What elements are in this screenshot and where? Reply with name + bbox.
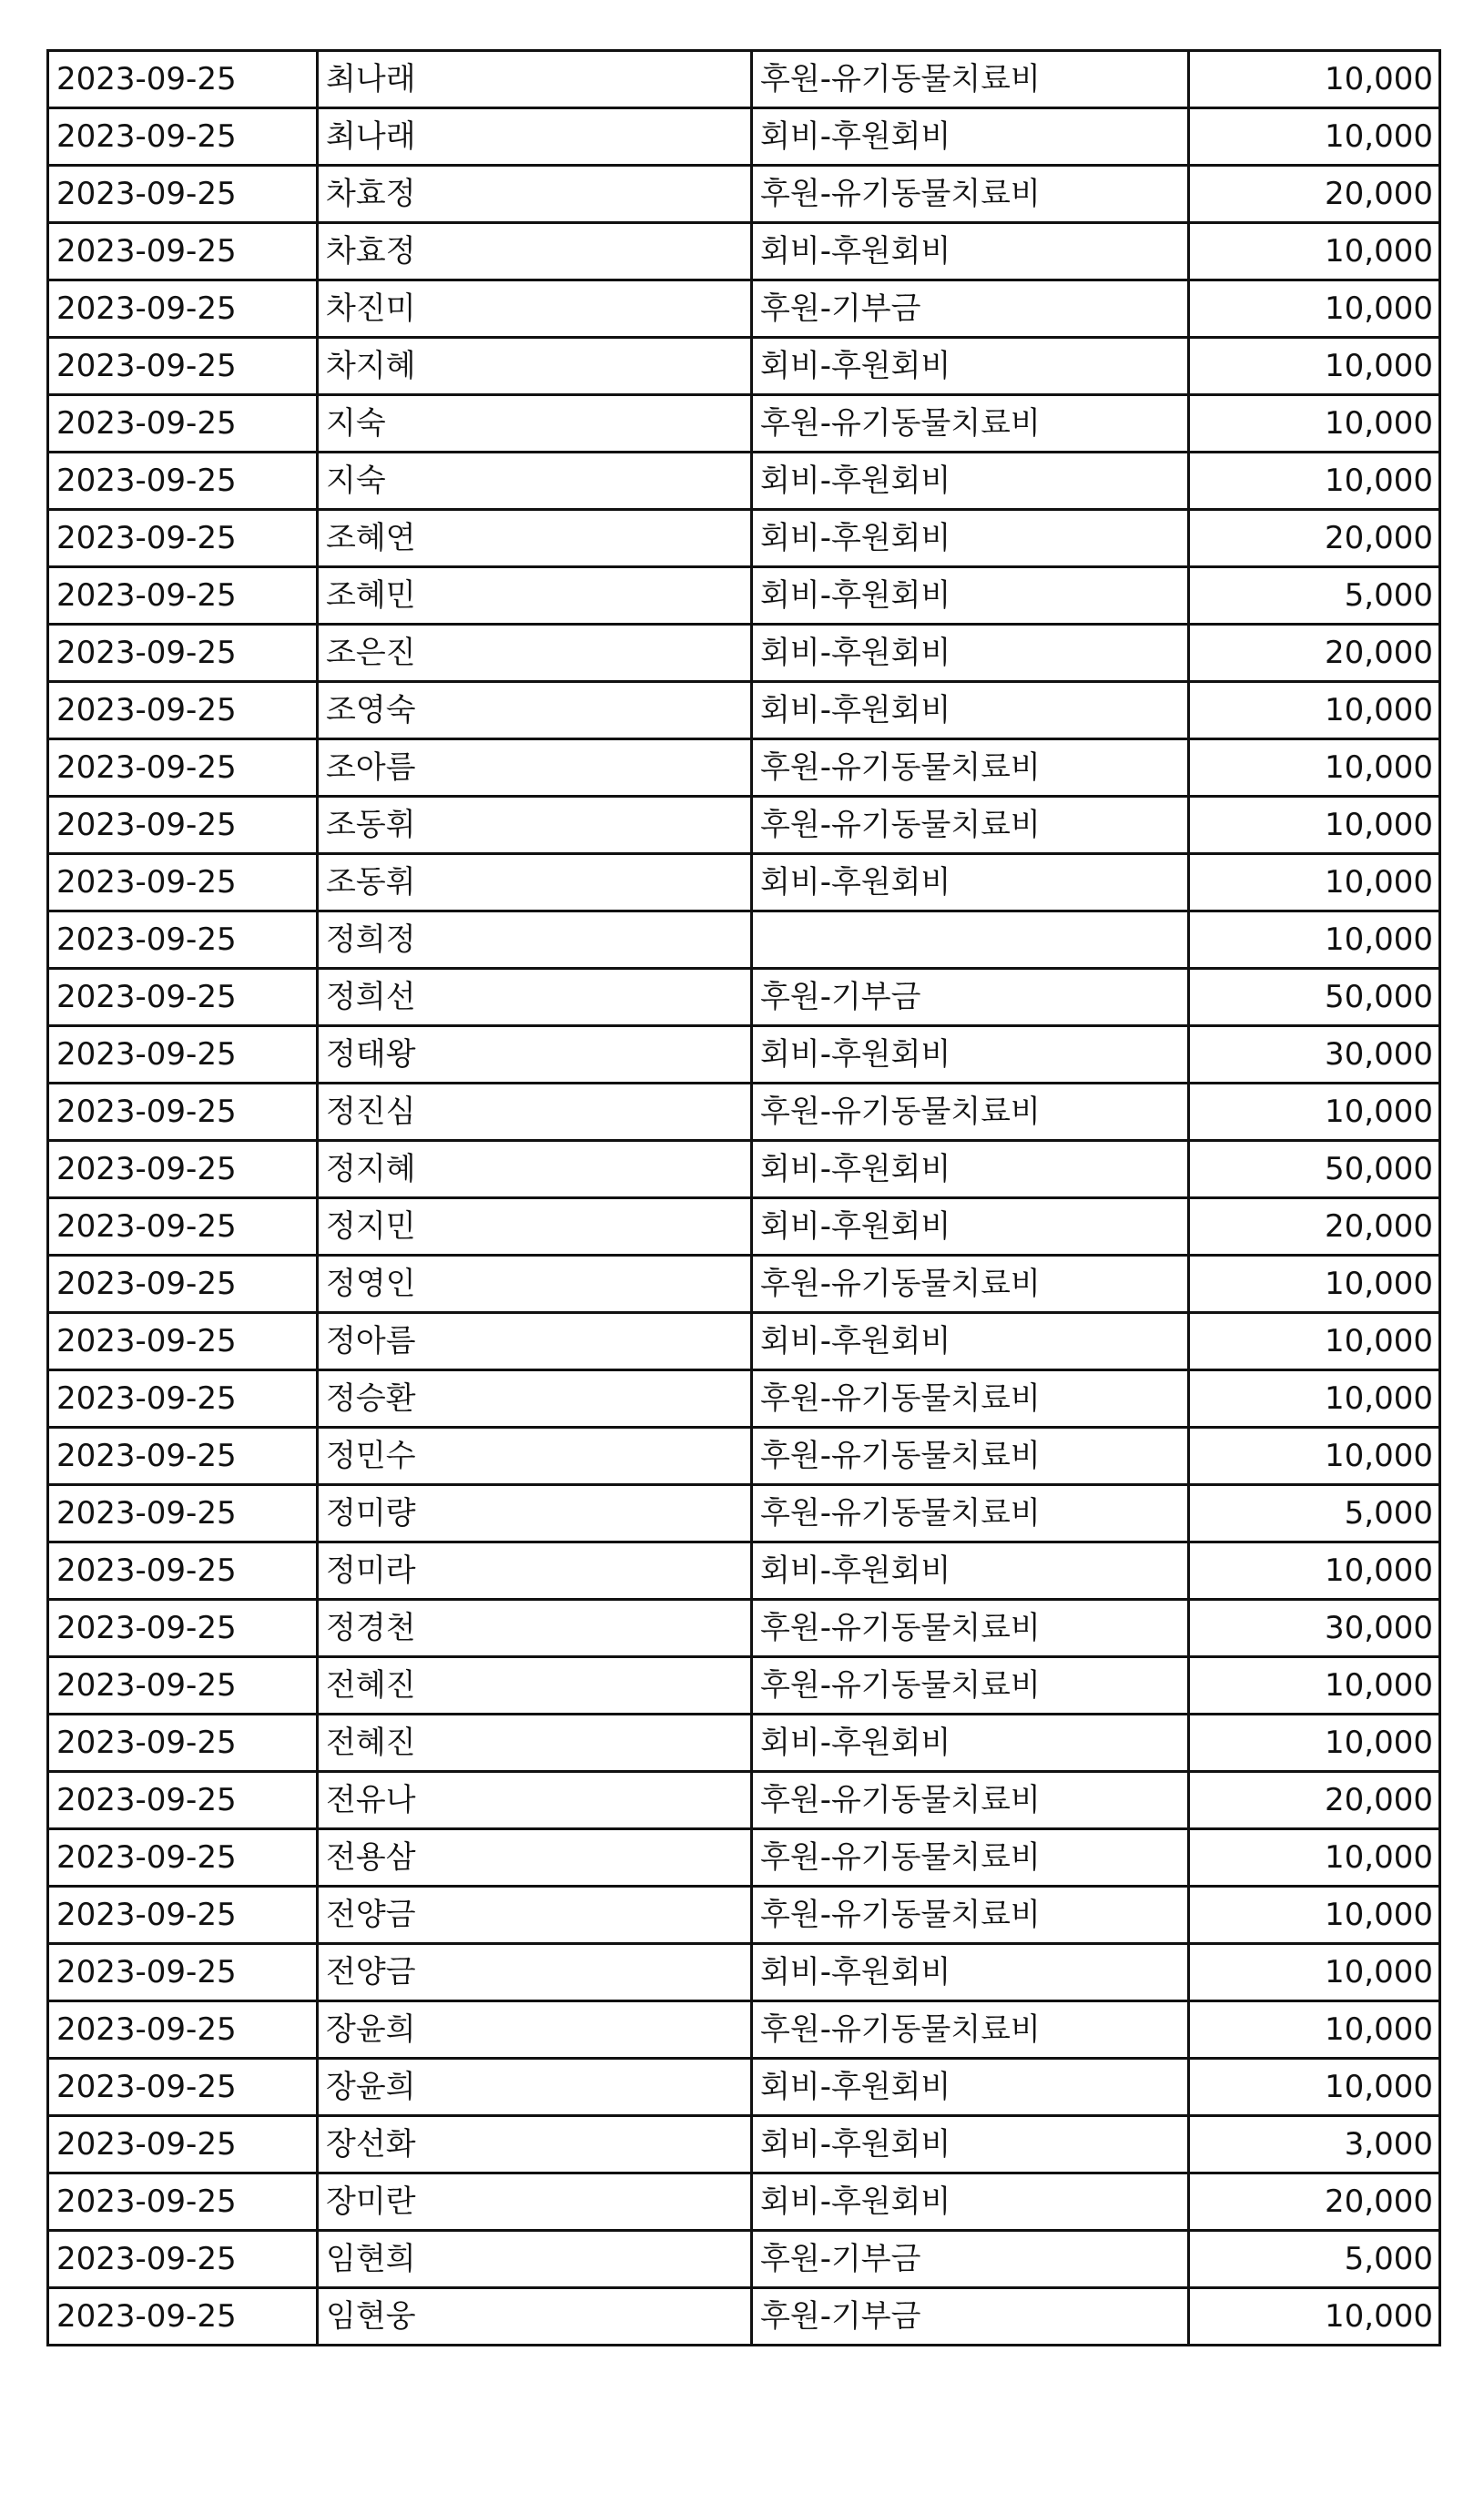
date-cell: 2023-09-25 xyxy=(48,510,318,567)
table-row xyxy=(48,395,1440,453)
category-cell: 후원-기부금 xyxy=(752,2288,1189,2346)
amount-cell: 10,000 xyxy=(1189,1944,1440,2001)
amount-cell: 10,000 xyxy=(1189,682,1440,739)
amount-cell: 20,000 xyxy=(1189,1772,1440,1829)
table-row xyxy=(48,1485,1440,1542)
date-cell: 2023-09-25 xyxy=(48,1313,318,1370)
name-cell: 장선화 xyxy=(318,2116,752,2173)
name-cell: 차효정 xyxy=(318,166,752,223)
name-cell: 전혜진 xyxy=(318,1657,752,1715)
amount-cell: 30,000 xyxy=(1189,1026,1440,1084)
table-row xyxy=(48,1026,1440,1084)
amount-cell: 10,000 xyxy=(1189,1313,1440,1370)
amount-cell: 10,000 xyxy=(1189,108,1440,166)
table-row xyxy=(48,223,1440,280)
category-cell: 회비-후원회비 xyxy=(752,338,1189,395)
name-cell: 정희정 xyxy=(318,911,752,969)
category-cell: 회비-후원회비 xyxy=(752,682,1189,739)
category-cell: 회비-후원회비 xyxy=(752,108,1189,166)
ledger-body xyxy=(48,51,1440,2346)
amount-cell: 10,000 xyxy=(1189,1428,1440,1485)
name-cell: 정경천 xyxy=(318,1600,752,1657)
table-row xyxy=(48,280,1440,338)
name-cell: 최나래 xyxy=(318,108,752,166)
table-row xyxy=(48,1600,1440,1657)
table-row xyxy=(48,2059,1440,2116)
category-cell: 후원-유기동물치료비 xyxy=(752,1657,1189,1715)
date-cell: 2023-09-25 xyxy=(48,567,318,625)
name-cell: 지숙 xyxy=(318,395,752,453)
amount-cell: 20,000 xyxy=(1189,625,1440,682)
table-row xyxy=(48,108,1440,166)
table-row xyxy=(48,1198,1440,1256)
date-cell: 2023-09-25 xyxy=(48,1887,318,1944)
name-cell: 전용삼 xyxy=(318,1829,752,1887)
table-row xyxy=(48,1084,1440,1141)
name-cell: 정미라 xyxy=(318,1542,752,1600)
table-row xyxy=(48,2173,1440,2231)
table-row xyxy=(48,2231,1440,2288)
category-cell: 후원-유기동물치료비 xyxy=(752,1772,1189,1829)
donation-ledger-table xyxy=(46,49,1441,2346)
name-cell: 차진미 xyxy=(318,280,752,338)
date-cell: 2023-09-25 xyxy=(48,2059,318,2116)
name-cell: 최나래 xyxy=(318,51,752,108)
category-cell: 회비-후원회비 xyxy=(752,510,1189,567)
date-cell: 2023-09-25 xyxy=(48,1657,318,1715)
date-cell: 2023-09-25 xyxy=(48,2173,318,2231)
category-cell: 후원-유기동물치료비 xyxy=(752,1370,1189,1428)
name-cell: 임현희 xyxy=(318,2231,752,2288)
name-cell: 정승환 xyxy=(318,1370,752,1428)
table-row xyxy=(48,1141,1440,1198)
date-cell: 2023-09-25 xyxy=(48,280,318,338)
date-cell: 2023-09-25 xyxy=(48,2116,318,2173)
table-row xyxy=(48,625,1440,682)
date-cell: 2023-09-25 xyxy=(48,854,318,911)
date-cell: 2023-09-25 xyxy=(48,969,318,1026)
amount-cell: 5,000 xyxy=(1189,2231,1440,2288)
name-cell: 전양금 xyxy=(318,1944,752,2001)
amount-cell: 20,000 xyxy=(1189,510,1440,567)
amount-cell: 10,000 xyxy=(1189,51,1440,108)
amount-cell: 50,000 xyxy=(1189,1141,1440,1198)
date-cell: 2023-09-25 xyxy=(48,1772,318,1829)
name-cell: 조동휘 xyxy=(318,797,752,854)
amount-cell: 10,000 xyxy=(1189,1084,1440,1141)
name-cell: 조은진 xyxy=(318,625,752,682)
date-cell: 2023-09-25 xyxy=(48,797,318,854)
amount-cell: 10,000 xyxy=(1189,1370,1440,1428)
table-row xyxy=(48,1428,1440,1485)
name-cell: 정희선 xyxy=(318,969,752,1026)
amount-cell: 10,000 xyxy=(1189,338,1440,395)
amount-cell: 20,000 xyxy=(1189,2173,1440,2231)
amount-cell: 10,000 xyxy=(1189,911,1440,969)
date-cell: 2023-09-25 xyxy=(48,739,318,797)
amount-cell: 10,000 xyxy=(1189,1657,1440,1715)
name-cell: 정지혜 xyxy=(318,1141,752,1198)
name-cell: 정미량 xyxy=(318,1485,752,1542)
category-cell: 후원-유기동물치료비 xyxy=(752,739,1189,797)
amount-cell: 10,000 xyxy=(1189,1887,1440,1944)
date-cell: 2023-09-25 xyxy=(48,108,318,166)
name-cell: 전유나 xyxy=(318,1772,752,1829)
table-row xyxy=(48,1772,1440,1829)
category-cell: 회비-후원회비 xyxy=(752,2173,1189,2231)
amount-cell: 10,000 xyxy=(1189,2059,1440,2116)
category-cell: 회비-후원회비 xyxy=(752,1198,1189,1256)
name-cell: 조아름 xyxy=(318,739,752,797)
category-cell: 회비-후원회비 xyxy=(752,625,1189,682)
name-cell: 차효정 xyxy=(318,223,752,280)
table-row xyxy=(48,338,1440,395)
name-cell: 정태왕 xyxy=(318,1026,752,1084)
amount-cell: 10,000 xyxy=(1189,395,1440,453)
name-cell: 정영인 xyxy=(318,1256,752,1313)
amount-cell: 10,000 xyxy=(1189,1542,1440,1600)
table-row xyxy=(48,1715,1440,1772)
amount-cell: 20,000 xyxy=(1189,166,1440,223)
name-cell: 차지혜 xyxy=(318,338,752,395)
name-cell: 조동휘 xyxy=(318,854,752,911)
table-row xyxy=(48,453,1440,510)
table-row xyxy=(48,1657,1440,1715)
category-cell: 후원-기부금 xyxy=(752,2231,1189,2288)
name-cell: 전혜진 xyxy=(318,1715,752,1772)
date-cell: 2023-09-25 xyxy=(48,1084,318,1141)
amount-cell: 10,000 xyxy=(1189,2288,1440,2346)
date-cell: 2023-09-25 xyxy=(48,1485,318,1542)
amount-cell: 10,000 xyxy=(1189,1829,1440,1887)
date-cell: 2023-09-25 xyxy=(48,2001,318,2059)
name-cell: 조영숙 xyxy=(318,682,752,739)
table-row xyxy=(48,510,1440,567)
date-cell: 2023-09-25 xyxy=(48,166,318,223)
date-cell: 2023-09-25 xyxy=(48,1256,318,1313)
amount-cell: 10,000 xyxy=(1189,739,1440,797)
category-cell xyxy=(752,911,1189,969)
name-cell: 조혜민 xyxy=(318,567,752,625)
amount-cell: 10,000 xyxy=(1189,854,1440,911)
table-row xyxy=(48,1256,1440,1313)
date-cell: 2023-09-25 xyxy=(48,1141,318,1198)
name-cell: 정민수 xyxy=(318,1428,752,1485)
table-row xyxy=(48,739,1440,797)
table-row xyxy=(48,1829,1440,1887)
name-cell: 장윤희 xyxy=(318,2001,752,2059)
category-cell: 회비-후원회비 xyxy=(752,567,1189,625)
category-cell: 후원-유기동물치료비 xyxy=(752,1887,1189,1944)
table-row xyxy=(48,1887,1440,1944)
name-cell: 정지민 xyxy=(318,1198,752,1256)
date-cell: 2023-09-25 xyxy=(48,1198,318,1256)
category-cell: 회비-후원회비 xyxy=(752,1542,1189,1600)
date-cell: 2023-09-25 xyxy=(48,51,318,108)
amount-cell: 20,000 xyxy=(1189,1198,1440,1256)
date-cell: 2023-09-25 xyxy=(48,1026,318,1084)
category-cell: 회비-후원회비 xyxy=(752,2116,1189,2173)
amount-cell: 5,000 xyxy=(1189,1485,1440,1542)
amount-cell: 10,000 xyxy=(1189,223,1440,280)
name-cell: 장미란 xyxy=(318,2173,752,2231)
category-cell: 회비-후원회비 xyxy=(752,1313,1189,1370)
table-row xyxy=(48,2001,1440,2059)
date-cell: 2023-09-25 xyxy=(48,1542,318,1600)
name-cell: 임현웅 xyxy=(318,2288,752,2346)
amount-cell: 10,000 xyxy=(1189,797,1440,854)
category-cell: 후원-기부금 xyxy=(752,280,1189,338)
category-cell: 후원-유기동물치료비 xyxy=(752,1600,1189,1657)
amount-cell: 30,000 xyxy=(1189,1600,1440,1657)
category-cell: 후원-유기동물치료비 xyxy=(752,1428,1189,1485)
table-row xyxy=(48,51,1440,108)
date-cell: 2023-09-25 xyxy=(48,1829,318,1887)
table-row xyxy=(48,1370,1440,1428)
table-row xyxy=(48,911,1440,969)
date-cell: 2023-09-25 xyxy=(48,911,318,969)
date-cell: 2023-09-25 xyxy=(48,2288,318,2346)
date-cell: 2023-09-25 xyxy=(48,1428,318,1485)
category-cell: 회비-후원회비 xyxy=(752,453,1189,510)
category-cell: 후원-유기동물치료비 xyxy=(752,1485,1189,1542)
table-row xyxy=(48,854,1440,911)
category-cell: 후원-유기동물치료비 xyxy=(752,1829,1189,1887)
amount-cell: 3,000 xyxy=(1189,2116,1440,2173)
date-cell: 2023-09-25 xyxy=(48,1715,318,1772)
name-cell: 정아름 xyxy=(318,1313,752,1370)
amount-cell: 10,000 xyxy=(1189,280,1440,338)
table-row xyxy=(48,1944,1440,2001)
date-cell: 2023-09-25 xyxy=(48,1600,318,1657)
amount-cell: 10,000 xyxy=(1189,2001,1440,2059)
category-cell: 후원-유기동물치료비 xyxy=(752,166,1189,223)
category-cell: 후원-유기동물치료비 xyxy=(752,395,1189,453)
date-cell: 2023-09-25 xyxy=(48,453,318,510)
date-cell: 2023-09-25 xyxy=(48,2231,318,2288)
date-cell: 2023-09-25 xyxy=(48,1944,318,2001)
name-cell: 정진심 xyxy=(318,1084,752,1141)
name-cell: 지숙 xyxy=(318,453,752,510)
table-row xyxy=(48,682,1440,739)
table-row xyxy=(48,1542,1440,1600)
date-cell: 2023-09-25 xyxy=(48,338,318,395)
category-cell: 후원-유기동물치료비 xyxy=(752,51,1189,108)
amount-cell: 10,000 xyxy=(1189,1256,1440,1313)
amount-cell: 50,000 xyxy=(1189,969,1440,1026)
category-cell: 회비-후원회비 xyxy=(752,1141,1189,1198)
name-cell: 조혜연 xyxy=(318,510,752,567)
category-cell: 회비-후원회비 xyxy=(752,1944,1189,2001)
category-cell: 후원-유기동물치료비 xyxy=(752,2001,1189,2059)
category-cell: 후원-유기동물치료비 xyxy=(752,797,1189,854)
category-cell: 회비-후원회비 xyxy=(752,1715,1189,1772)
amount-cell: 5,000 xyxy=(1189,567,1440,625)
category-cell: 회비-후원회비 xyxy=(752,2059,1189,2116)
category-cell: 회비-후원회비 xyxy=(752,854,1189,911)
name-cell: 장윤희 xyxy=(318,2059,752,2116)
amount-cell: 10,000 xyxy=(1189,453,1440,510)
date-cell: 2023-09-25 xyxy=(48,1370,318,1428)
category-cell: 회비-후원회비 xyxy=(752,223,1189,280)
table-row xyxy=(48,1313,1440,1370)
table-row xyxy=(48,2288,1440,2346)
date-cell: 2023-09-25 xyxy=(48,682,318,739)
table-row xyxy=(48,797,1440,854)
table-row xyxy=(48,567,1440,625)
category-cell: 후원-기부금 xyxy=(752,969,1189,1026)
category-cell: 후원-유기동물치료비 xyxy=(752,1084,1189,1141)
category-cell: 회비-후원회비 xyxy=(752,1026,1189,1084)
name-cell: 전양금 xyxy=(318,1887,752,1944)
date-cell: 2023-09-25 xyxy=(48,395,318,453)
category-cell: 후원-유기동물치료비 xyxy=(752,1256,1189,1313)
table-row xyxy=(48,2116,1440,2173)
amount-cell: 10,000 xyxy=(1189,1715,1440,1772)
table-row xyxy=(48,969,1440,1026)
table-row xyxy=(48,166,1440,223)
date-cell: 2023-09-25 xyxy=(48,625,318,682)
date-cell: 2023-09-25 xyxy=(48,223,318,280)
